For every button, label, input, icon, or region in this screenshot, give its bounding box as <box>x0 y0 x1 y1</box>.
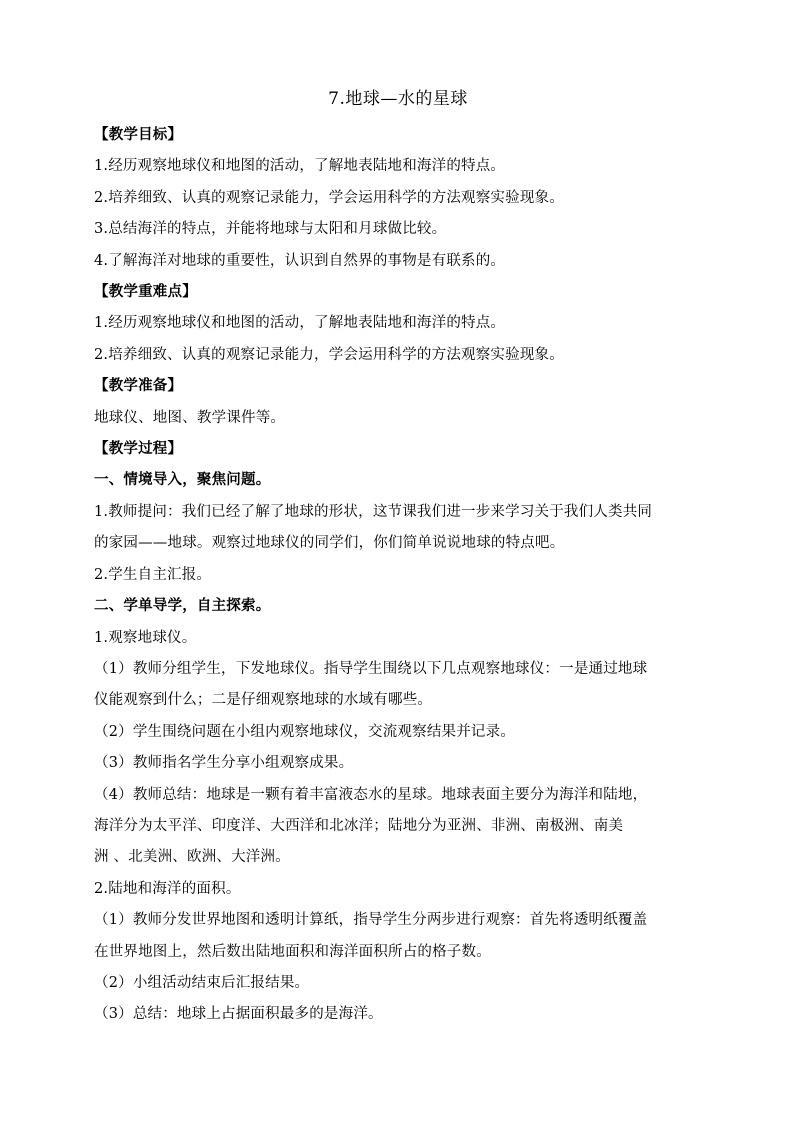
section-heading-key-points: 【教学重难点】 <box>94 284 197 301</box>
section-heading-objectives: 【教学目标】 <box>94 127 183 143</box>
step-2-sub-1-item-4-line-1: （4）教师总结：地球是一颗有着丰富液态水的星球。地球表面主要分为海洋和陆地， <box>94 786 648 803</box>
step-2-sub-1-item-3: （3）教师指名学生分享小组观察成果。 <box>94 755 354 772</box>
objective-item-3: 3.总结海洋的特点，并能将地球与太阳和月球做比较。 <box>94 221 447 238</box>
section-heading-preparation: 【教学准备】 <box>94 378 183 395</box>
preparation-text: 地球仪、地图、教学课件等。 <box>94 409 286 426</box>
objective-item-2: 2.培养细致、认真的观察记录能力，学会运用科学的方法观察实验现象。 <box>94 189 564 206</box>
key-point-item-2: 2.培养细致、认真的观察记录能力，学会运用科学的方法观察实验现象。 <box>94 346 564 363</box>
objective-item-1: 1.经历观察地球仪和地图的活动，了解地表陆地和海洋的特点。 <box>94 158 506 175</box>
step-2-sub-1-item-4-line-3: 洲 、北美洲、欧洲、大洋洲。 <box>94 849 290 866</box>
step-1-paragraph-1-line-2: 的家园——地球。观察过地球仪的同学们，你们简单说说地球的特点吧。 <box>94 535 565 552</box>
step-2-sub-2-item-3: （3）总结：地球上占据面积最多的是海洋。 <box>94 1006 383 1023</box>
step-2-sub-1-item-4-line-2: 海洋分为太平洋、印度洋、大西洋和北冰洋；陆地分为亚洲、非洲、南极洲、南美 <box>94 817 624 834</box>
step-1-paragraph-1-line-1: 1.教师提问：我们已经了解了地球的形状，这节课我们进一步来学习关于我们人类共同 <box>94 503 653 520</box>
step-2-sub-2-item-1-line-2: 在世界地图上，然后数出陆地面积和海洋面积所占的格子数。 <box>94 943 491 960</box>
section-heading-process: 【教学过程】 <box>94 441 183 458</box>
step-2-title: 二、学单导学，自主探索。 <box>94 598 271 615</box>
step-2-sub-1-item-1-line-1: （1）教师分组学生，下发地球仪。指导学生围绕以下几点观察地球仪：一是通过地球 <box>94 660 648 677</box>
objective-item-4: 4.了解海洋对地球的重要性，认识到自然界的事物是有联系的。 <box>94 252 506 269</box>
step-1-paragraph-2: 2.学生自主汇报。 <box>94 566 212 583</box>
document-page <box>94 84 702 1031</box>
step-1-title: 一、情境导入，聚焦问题。 <box>94 472 271 489</box>
step-2-sub-1-item-1-line-2: 仪能观察到什么；二是仔细观察地球的水域有哪些。 <box>94 692 433 709</box>
key-point-item-1: 1.经历观察地球仪和地图的活动，了解地表陆地和海洋的特点。 <box>94 315 506 332</box>
step-2-sub-2-item-1-line-1: （1）教师分发世界地图和透明计算纸，指导学生分两步进行观察：首先将透明纸覆盖 <box>94 912 648 929</box>
step-2-sub-2-title: 2.陆地和海洋的面积。 <box>94 880 241 897</box>
step-2-sub-1-title: 1.观察地球仪。 <box>94 629 197 646</box>
step-2-sub-2-item-2: （2）小组活动结束后汇报结果。 <box>94 974 310 991</box>
step-2-sub-1-item-2: （2）学生围绕问题在小组内观察地球仪，交流观察结果并记录。 <box>94 723 516 740</box>
document-title: 7.地球—水的星球 <box>328 89 468 109</box>
